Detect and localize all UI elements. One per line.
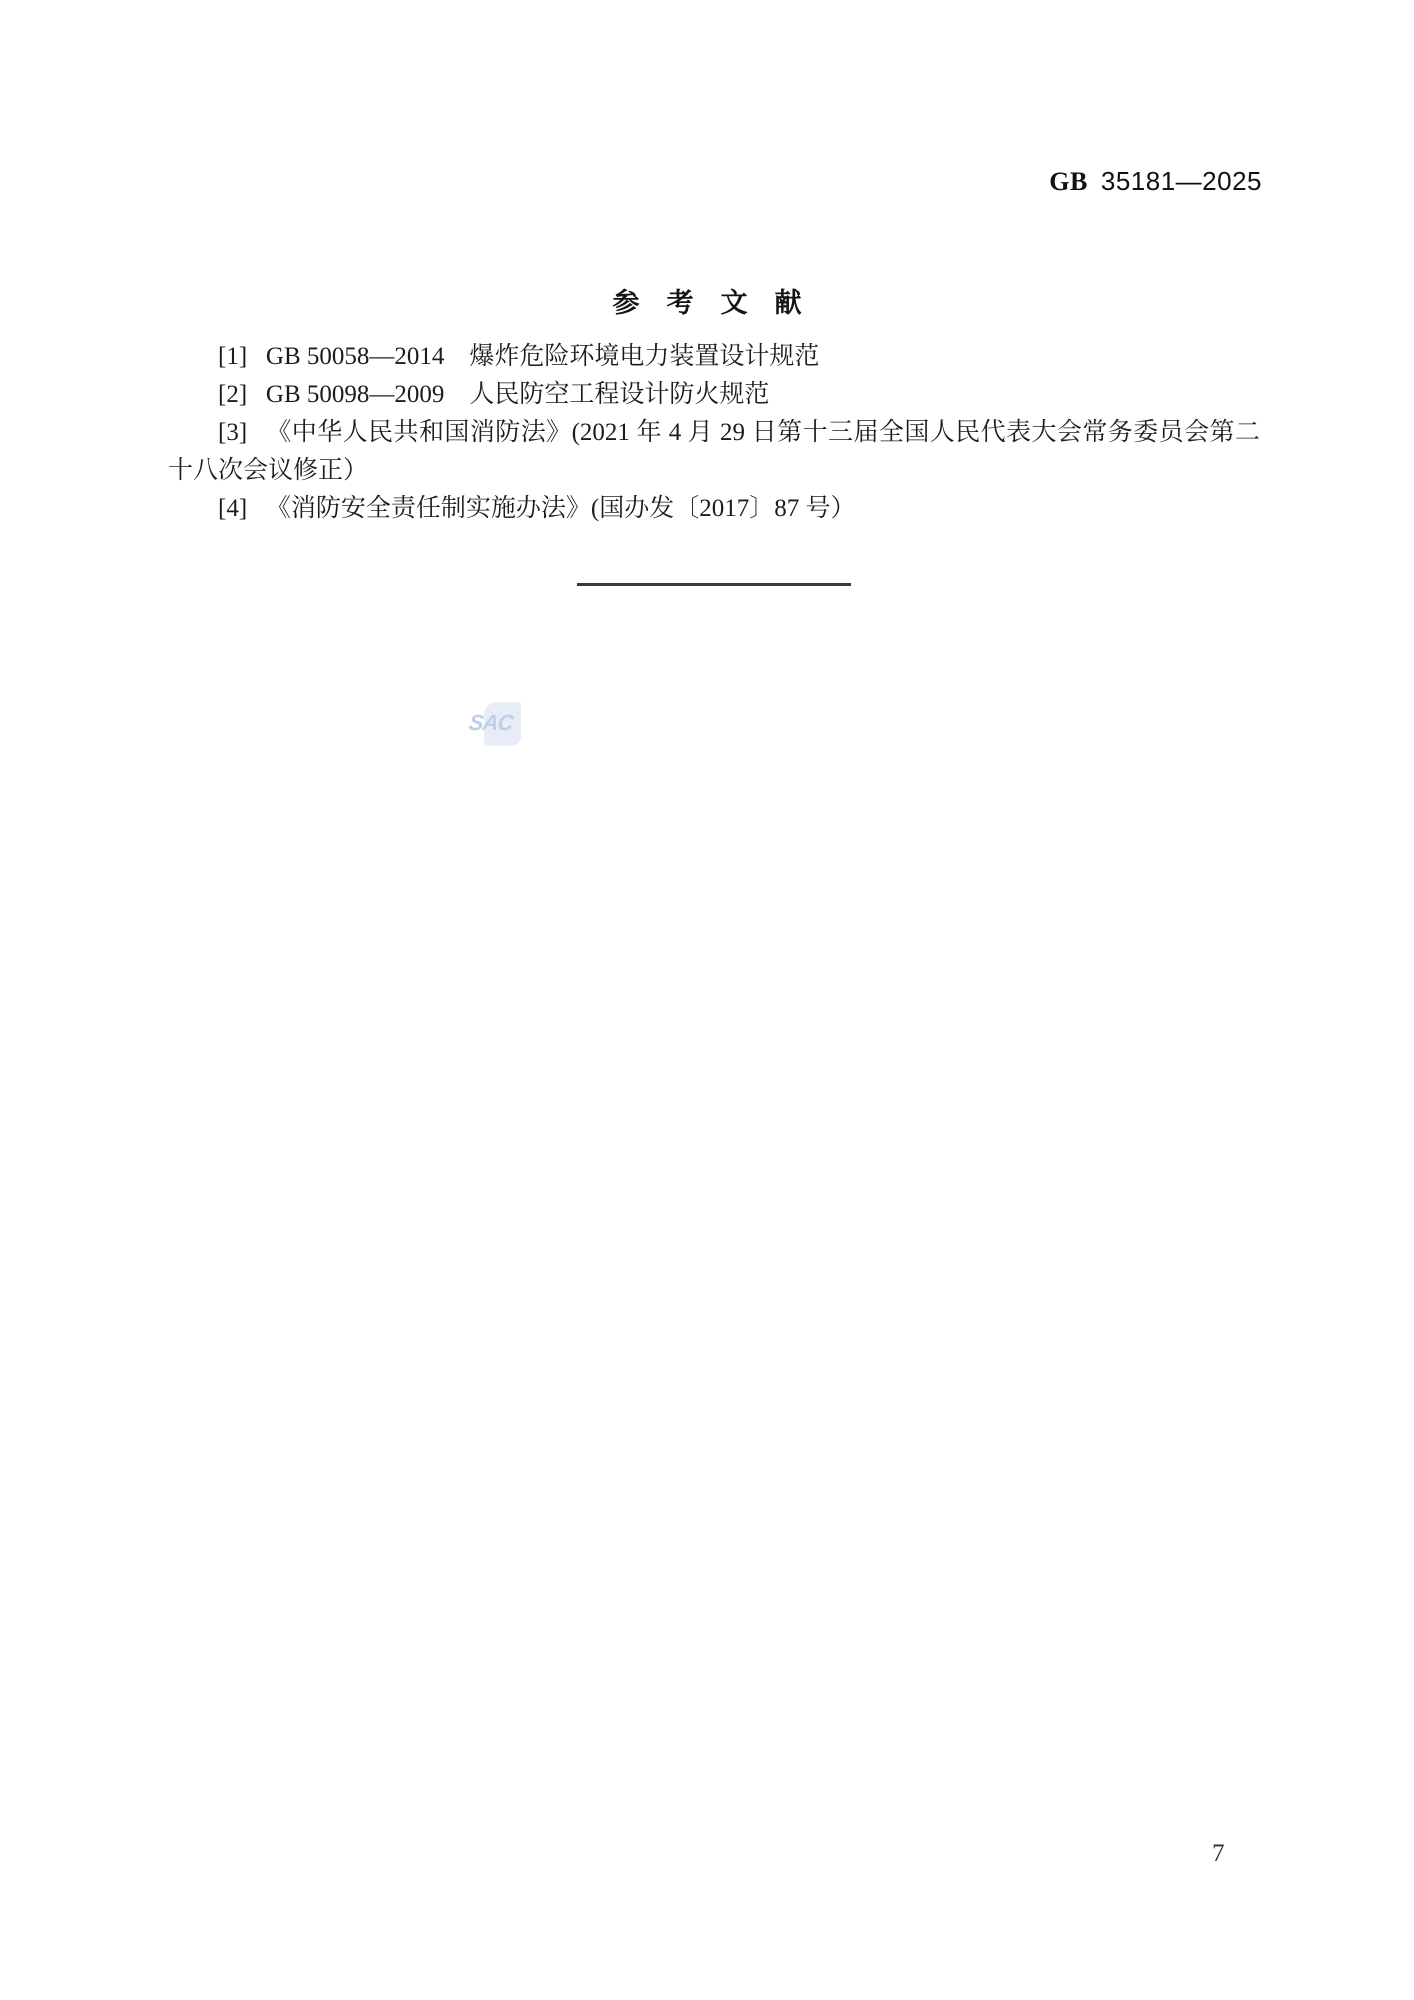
references-title: 参 考 文 献 [612, 288, 802, 318]
reference-item [168, 338, 1260, 376]
references-list [168, 338, 1260, 528]
reference-item [168, 414, 1260, 490]
reference-label: [3] [218, 419, 248, 446]
reference-text: GB 50098—2009 人民防空工程设计防火规范 [265, 381, 770, 408]
reference-item [168, 490, 1260, 528]
end-of-document-divider [577, 583, 851, 586]
standard-code-number: 35181—2025 [1100, 166, 1262, 196]
standard-code-header [1049, 166, 1262, 197]
standard-code-prefix: GB [1049, 167, 1088, 196]
reference-text: 《消防安全责任制实施办法》(国办发〔2017〕87 号） [265, 495, 856, 522]
page-number: 7 [1212, 1840, 1225, 1867]
reference-text: GB 50058—2014 爆炸危险环境电力装置设计规范 [265, 343, 820, 370]
reference-label: [1] [218, 343, 248, 370]
reference-label: [2] [218, 381, 248, 408]
reference-text: 《中华人民共和国消防法》(2021 年 4 月 29 日第十三届全国人民代表大会常务委员会第二十八次会议修正） [168, 419, 1260, 484]
reference-item [168, 376, 1260, 414]
sac-watermark-text: SAC [467, 710, 515, 735]
reference-label: [4] [218, 495, 248, 522]
